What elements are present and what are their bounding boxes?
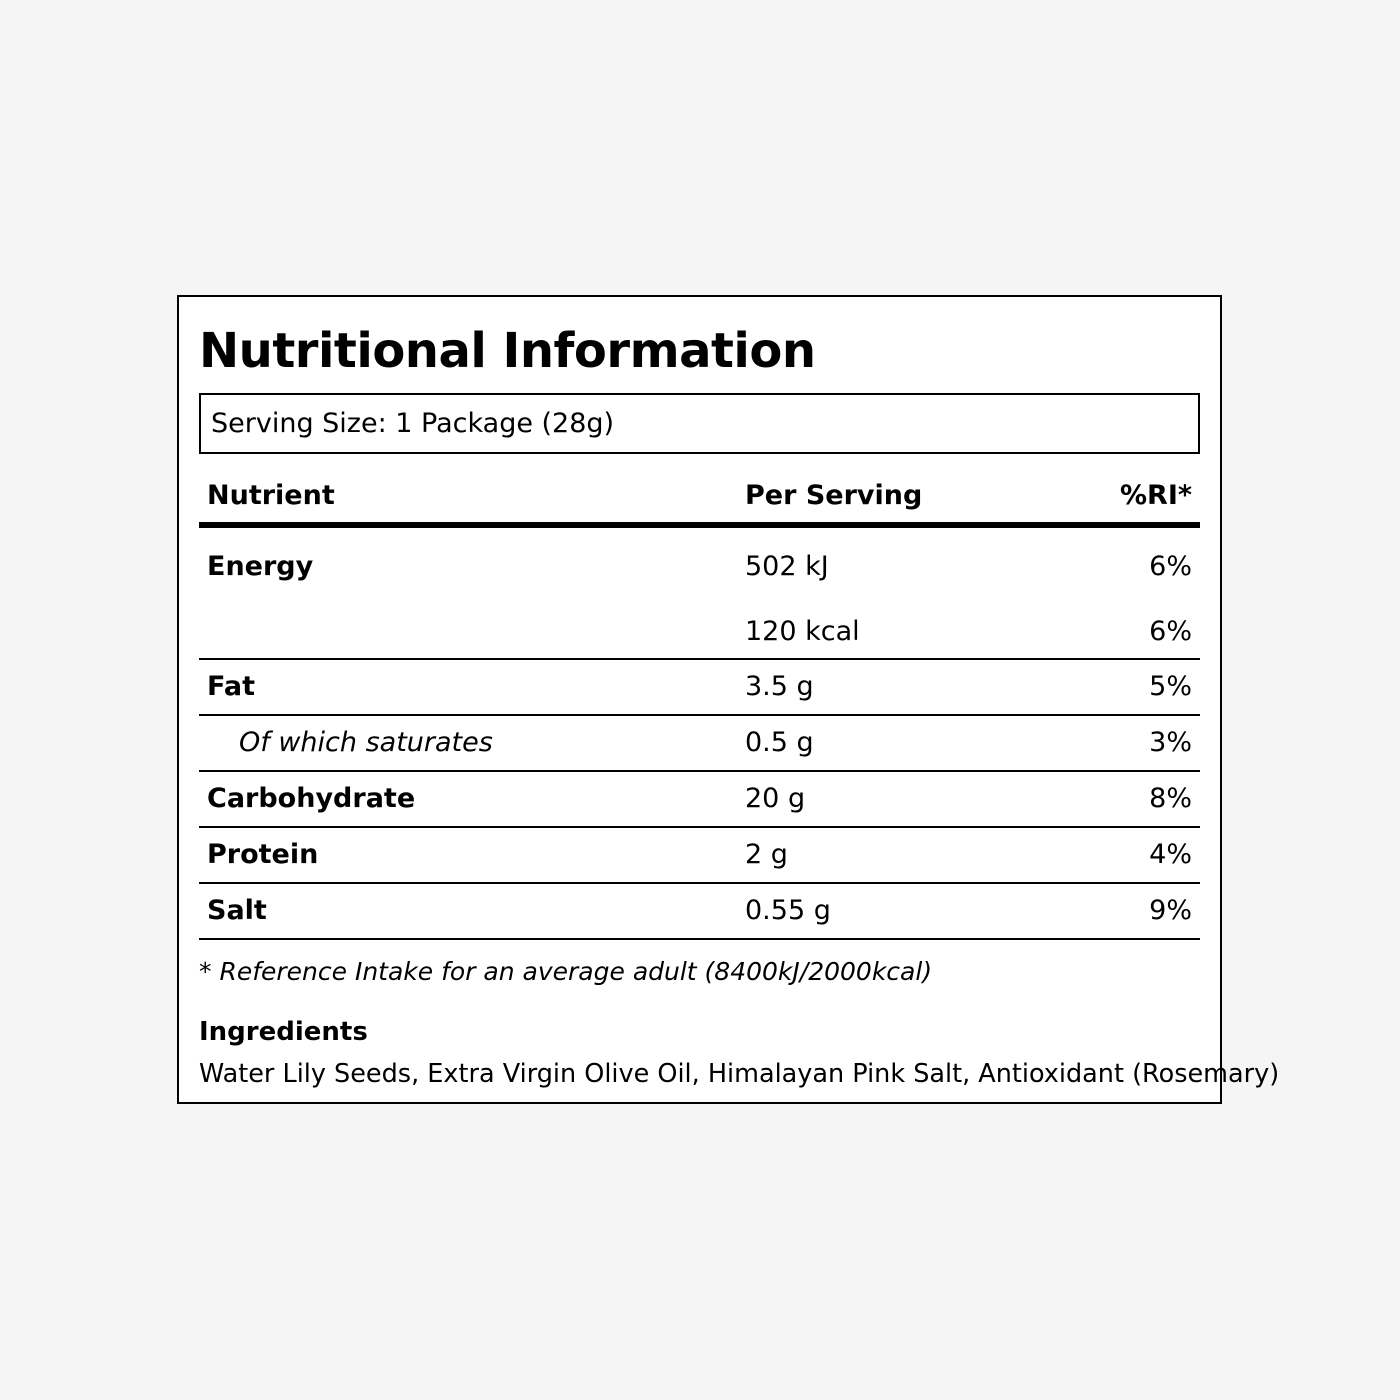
ri-footnote: * Reference Intake for an average adult (8400kJ/2000kcal): [199, 957, 933, 986]
nutrient-ri: 8%: [1053, 771, 1200, 827]
header-nutrient: Nutrient: [199, 474, 737, 525]
table-row-carbohydrate: [199, 771, 1200, 827]
table-row-fat: [199, 659, 1200, 715]
table-row-protein: [199, 827, 1200, 883]
nutrient-name: Fat: [199, 659, 737, 715]
nutrient-ri: 3%: [1053, 715, 1200, 771]
nutrition-table: [199, 474, 1200, 940]
table-row-energy-kcal: [199, 606, 1200, 659]
nutrient-ri: 5%: [1053, 659, 1200, 715]
ingredients-text: Water Lily Seeds, Extra Virgin Olive Oil, Himalayan Pink Salt, Antioxidant (Rosemary): [199, 1059, 1280, 1089]
nutrient-name: [199, 606, 737, 659]
nutrient-name: Salt: [199, 883, 737, 939]
nutrient-name: Carbohydrate: [199, 771, 737, 827]
nutrient-amount: 0.5 g: [737, 715, 1053, 771]
serving-size-box: Serving Size: 1 Package (28g): [199, 393, 1200, 454]
nutrient-amount: 120 kcal: [737, 606, 1053, 659]
header-ri: %RI*: [1053, 474, 1200, 525]
table-row-saturates: [199, 715, 1200, 771]
nutrient-ri: 9%: [1053, 883, 1200, 939]
nutrient-amount: 0.55 g: [737, 883, 1053, 939]
nutrient-amount: 2 g: [737, 827, 1053, 883]
nutrient-amount: 20 g: [737, 771, 1053, 827]
label-title: Nutritional Information: [199, 323, 816, 379]
nutrient-ri: 6%: [1053, 606, 1200, 659]
nutrient-name: Energy: [207, 551, 314, 582]
table-row-energy-kj: [199, 525, 1200, 606]
nutrition-label: [177, 295, 1280, 1104]
nutrient-amount: 3.5 g: [737, 659, 1053, 715]
nutrient-name: Protein: [199, 827, 737, 883]
nutrient-ri: 6%: [1149, 551, 1192, 582]
ingredients-heading: Ingredients: [199, 1017, 368, 1047]
nutrient-amount: 502 kJ: [745, 551, 829, 582]
table-row-salt: [199, 883, 1200, 939]
header-per-serving: Per Serving: [737, 474, 1053, 525]
table-header-row: [199, 474, 1200, 525]
nutrient-name: Of which saturates: [199, 715, 737, 771]
nutrient-ri: 4%: [1053, 827, 1200, 883]
